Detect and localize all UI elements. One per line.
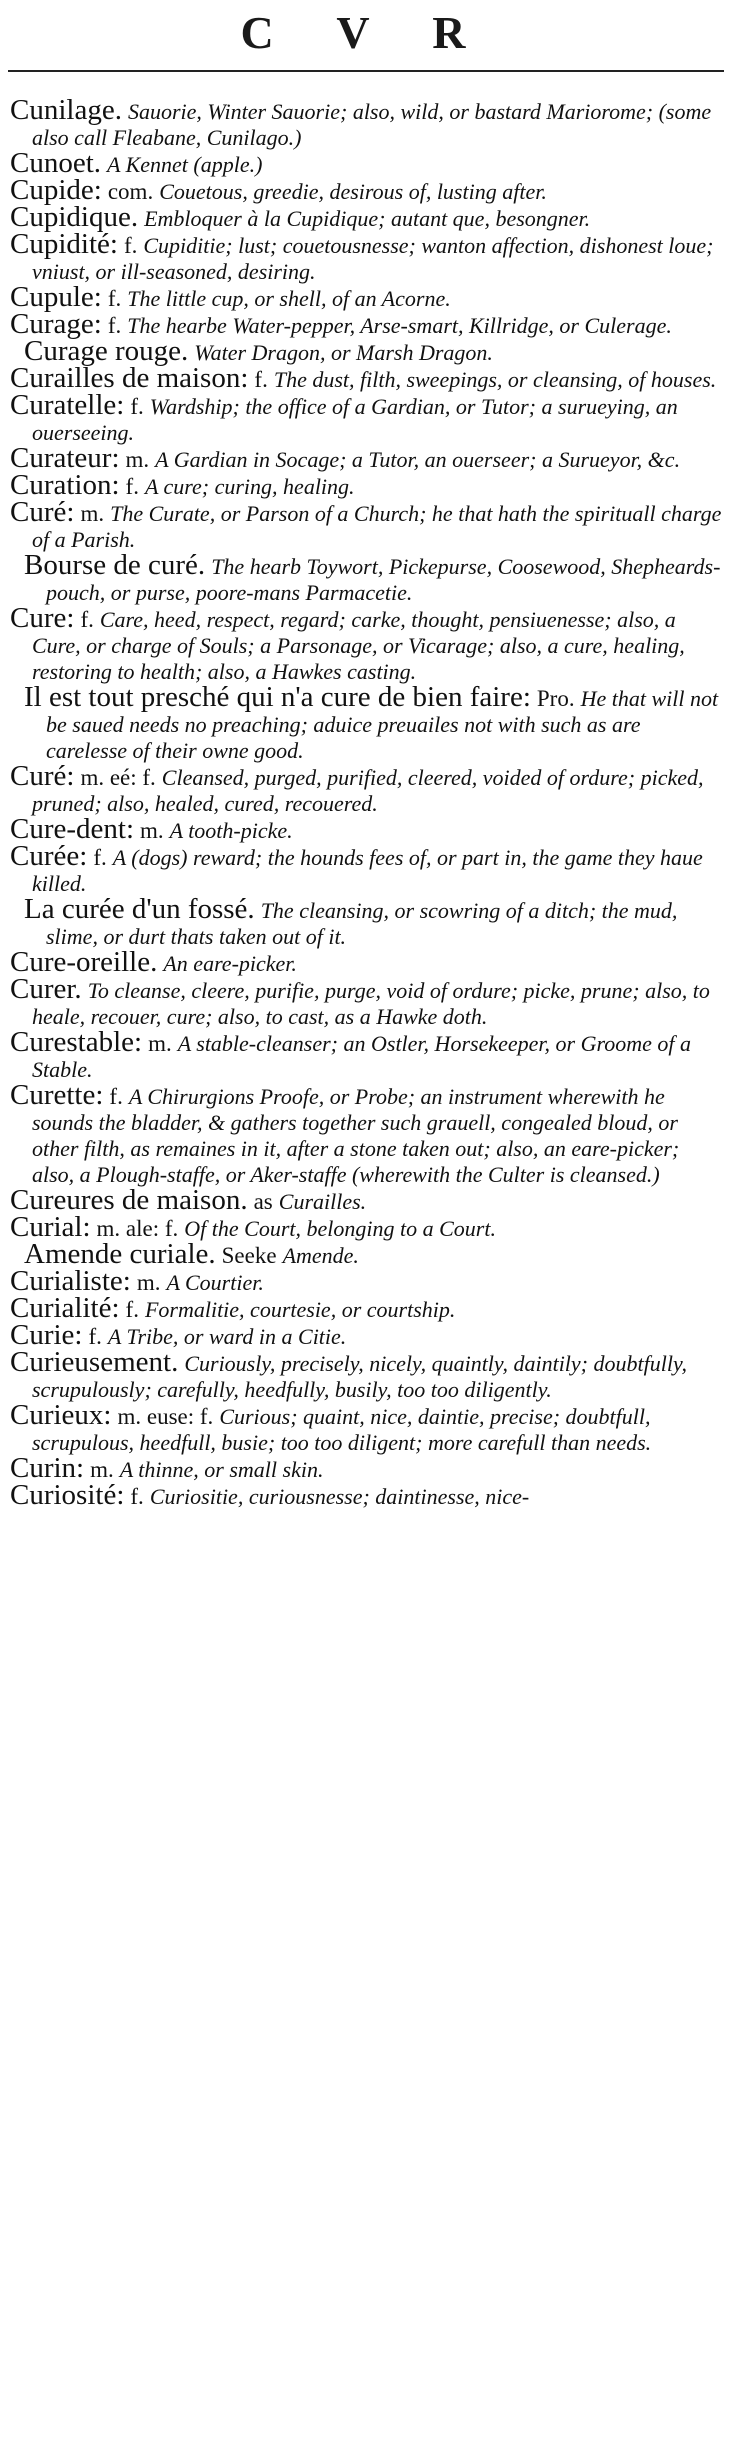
entry-definition: Of the Court, belonging to a Court.	[184, 1216, 496, 1241]
entry-grammar: com.	[107, 179, 154, 204]
entry-grammar: m.	[148, 1031, 172, 1056]
entry-list	[10, 94, 722, 1511]
dictionary-entry	[10, 760, 722, 817]
dictionary-entry	[10, 973, 722, 1030]
entry-definition: The cleansing, or scowring of a ditch; the mud, slime, or durt thats taken out of it.	[46, 898, 678, 949]
entry-grammar: f.	[130, 394, 144, 419]
entry-headword: Curieux:	[10, 1399, 112, 1431]
entry-headword: Curé:	[10, 760, 75, 792]
entry-grammar: f.	[109, 1084, 123, 1109]
dictionary-entry	[10, 94, 722, 151]
entry-headword: Cunoet.	[10, 147, 102, 179]
entry-grammar: f.	[88, 1324, 102, 1349]
entry-headword: Cure-dent:	[10, 813, 135, 845]
dictionary-entry	[10, 469, 722, 501]
dictionary-entry	[10, 147, 722, 179]
entry-headword: Cupidique.	[10, 201, 139, 233]
entry-definition: Amende.	[282, 1243, 359, 1268]
entry-definition: Water Dragon, or Marsh Dragon.	[194, 340, 493, 365]
header-rule	[8, 70, 724, 72]
entry-definition: The Curate, or Parson of a Church; he that hath the spirituall charge of a Parish.	[32, 501, 722, 552]
entry-definition: A Chirurgions Proofe, or Probe; an instrument wherewith he sounds the bladder, & gathers together such grauell, congealed bloud, or other filth, as remaines in it, after a stone taken out; also, an eare-picker; also, a Plough-staffe, or Aker-staffe (wherewith the Culter is cleansed.)	[32, 1084, 680, 1187]
dictionary-entry	[10, 281, 722, 313]
entry-definition: Curiositie, curiousnesse; daintinesse, nice-	[149, 1484, 530, 1509]
entry-headword: Curialiste:	[10, 1265, 131, 1297]
dictionary-entry	[10, 1399, 722, 1456]
entry-headword: Amende curiale.	[24, 1238, 216, 1270]
page-header: C V R	[240, 7, 492, 58]
entry-definition: The dust, filth, sweepings, or cleansing, of houses.	[273, 367, 717, 392]
entry-grammar: m.	[125, 447, 150, 472]
entry-grammar: Pro.	[536, 686, 575, 711]
entry-definition: A Courtier.	[166, 1270, 264, 1295]
dictionary-entry	[10, 1079, 722, 1188]
entry-headword: Cunilage.	[10, 94, 122, 126]
entry-headword: Curial:	[10, 1211, 91, 1243]
entry-definition: A Kennet (apple.)	[107, 152, 263, 177]
entry-headword: Cupide:	[10, 174, 102, 206]
entry-definition: Sauorie, Winter Sauorie; also, wild, or bastard Mariorome; (some also call Fleabane, Cunilago.)	[32, 99, 712, 150]
entry-definition: Formalitie, courtesie, or courtship.	[144, 1297, 456, 1322]
entry-grammar: f.	[80, 607, 94, 632]
entry-headword: Curatelle:	[10, 389, 125, 421]
dictionary-entry	[10, 1292, 722, 1324]
entry-grammar: f.	[107, 313, 122, 338]
dictionary-entry	[10, 813, 722, 845]
entry-grammar: m.	[140, 818, 164, 843]
entry-definition: A Tribe, or ward in a Citie.	[107, 1324, 347, 1349]
entry-grammar: f.	[125, 1297, 139, 1322]
entry-headword: Il est tout presché qui n'a cure de bien faire:	[24, 681, 531, 713]
entry-grammar: Seeke	[221, 1243, 277, 1268]
entry-grammar: m.	[80, 501, 105, 526]
entry-definition: The little cup, or shell, of an Acorne.	[127, 286, 451, 311]
dictionary-entry	[10, 1026, 722, 1083]
entry-headword: Curette:	[10, 1079, 104, 1111]
entry-grammar: f.	[123, 233, 138, 258]
dictionary-entry	[10, 681, 722, 764]
entry-headword: Cure-oreille.	[10, 946, 158, 978]
entry-headword: Cure:	[10, 602, 75, 634]
entry-headword: Curage:	[10, 308, 102, 340]
entry-headword: Curialité:	[10, 1292, 120, 1324]
entry-headword: Curailles de maison:	[10, 362, 249, 394]
dictionary-entry	[10, 496, 722, 553]
entry-definition: Curailles.	[278, 1189, 367, 1214]
entry-grammar: f.	[107, 286, 122, 311]
entry-headword: Curiosité:	[10, 1479, 125, 1511]
entry-definition: He that will not be saued needs no preaching; aduice preuailes not with such as are carelesse of their owne good.	[46, 686, 719, 763]
dictionary-entry	[10, 946, 722, 978]
entry-grammar: m.	[136, 1270, 161, 1295]
dictionary-entry	[10, 1346, 722, 1403]
entry-definition: Curious; quaint, nice, daintie, precise; doubtfull, scrupulous, heedfull, busie; too too diligent; more carefull than needs.	[32, 1404, 652, 1455]
entry-definition: Embloquer à la Cupidique; autant que, besongner.	[144, 206, 591, 231]
entry-headword: Cupidité:	[10, 228, 118, 260]
dictionary-entry	[10, 1184, 722, 1216]
entry-definition: Care, heed, respect, regard; carke, thought, pensiuenesse; also, a Cure, or charge of Souls; a Parsonage, or Vicarage; also, a cure, healing, restoring to health; also, a Hawkes casting.	[32, 607, 685, 684]
entry-definition: Curiously, precisely, nicely, quaintly, daintily; doubtfully, scrupulously; carefully, heedfully, busily, too too diligently.	[32, 1351, 688, 1402]
dictionary-entry	[10, 549, 722, 606]
entry-headword: Curie:	[10, 1319, 83, 1351]
entry-headword: Curateur:	[10, 442, 120, 474]
entry-definition: Cupiditie; lust; couetousnesse; wanton affection, dishonest loue; vniust, or ill-seasoned, desiring.	[32, 233, 714, 284]
entry-definition: A Gardian in Socage; a Tutor, an ouerseer; a Surueyor, &c.	[155, 447, 681, 472]
entry-headword: Curer.	[10, 973, 82, 1005]
entry-definition: Couetous, greedie, desirous of, lusting after.	[159, 179, 547, 204]
entry-definition: To cleanse, cleere, purifie, purge, void of ordure; picke, prune; also, to heale, recouer, cure; also, to cast, as a Hawke doth.	[32, 978, 710, 1029]
entry-grammar: m. eé: f.	[80, 765, 156, 790]
entry-grammar: f.	[125, 474, 139, 499]
dictionary-entry	[10, 840, 722, 897]
entry-grammar: as	[253, 1189, 273, 1214]
entry-headword: Curée:	[10, 840, 88, 872]
dictionary-entry	[10, 228, 722, 285]
entry-headword: Curestable:	[10, 1026, 143, 1058]
entry-definition: Cleansed, purged, purified, cleered, voided of ordure; picked, pruned; also, healed, cured, recouered.	[32, 765, 704, 816]
entry-grammar: m. euse: f.	[117, 1404, 214, 1429]
entry-headword: Curage rouge.	[24, 335, 189, 367]
dictionary-entry	[10, 893, 722, 950]
entry-headword: Curé:	[10, 496, 75, 528]
entry-grammar: f.	[254, 367, 268, 392]
entry-definition: Wardship; the office of a Gardian, or Tutor; a surueying, an ouerseeing.	[32, 394, 678, 445]
entry-definition: A (dogs) reward; the hounds fees of, or part in, the game they haue killed.	[32, 845, 703, 896]
entry-grammar: f.	[130, 1484, 144, 1509]
entry-headword: Curation:	[10, 469, 120, 501]
entry-grammar: m. ale: f.	[96, 1216, 179, 1241]
dictionary-entry	[10, 602, 722, 685]
entry-definition: A tooth-picke.	[169, 818, 293, 843]
entry-headword: Curieusement.	[10, 1346, 179, 1378]
entry-definition: The hearbe Water-pepper, Arse-smart, Killridge, or Culerage.	[127, 313, 672, 338]
entry-definition: An eare-picker.	[163, 951, 297, 976]
entry-headword: Cureures de maison.	[10, 1184, 248, 1216]
entry-grammar: m.	[90, 1457, 114, 1482]
entry-headword: Bourse de curé.	[24, 549, 206, 581]
entry-headword: La curée d'un fossé.	[24, 893, 255, 925]
entry-definition: A thinne, or small skin.	[119, 1457, 324, 1482]
entry-grammar: f.	[93, 845, 107, 870]
dictionary-entry	[10, 1479, 722, 1511]
entry-definition: A stable-cleanser; an Ostler, Horsekeeper, or Groome of a Stable.	[32, 1031, 691, 1082]
entry-headword: Curin:	[10, 1452, 85, 1484]
entry-definition: A cure; curing, healing.	[144, 474, 355, 499]
entry-definition: The hearb Toywort, Pickepurse, Coosewood, Shepheards-pouch, or purse, poore-mans Parmacetie.	[46, 554, 721, 605]
entry-headword: Cupule:	[10, 281, 102, 313]
dictionary-entry	[10, 389, 722, 446]
